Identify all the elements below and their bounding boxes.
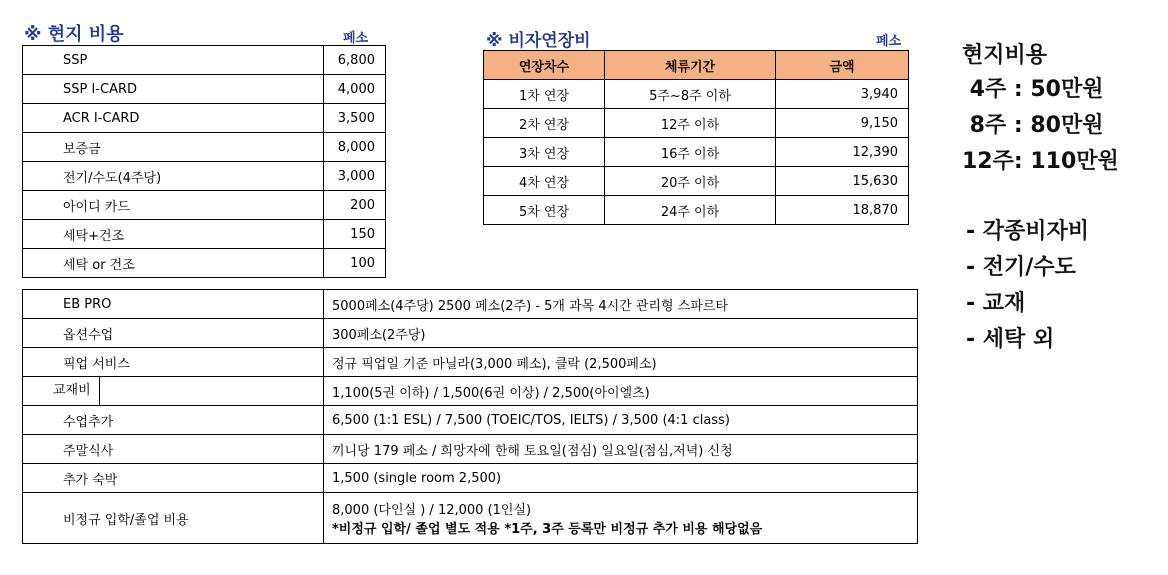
- table-row: [23, 162, 386, 191]
- item-name: 비정규 입학/졸업 비용: [23, 493, 324, 544]
- notes-title: 현지비용: [962, 43, 1048, 68]
- table-header-row: [484, 51, 909, 80]
- amount: 12,390: [776, 138, 909, 167]
- round: 1차 연장: [484, 80, 605, 109]
- item-name: SSP I-CARD: [23, 75, 324, 104]
- amount: 18,870: [776, 196, 909, 225]
- round: 5차 연장: [484, 196, 605, 225]
- item-value: 6,800: [324, 46, 386, 75]
- item-name: SSP: [23, 46, 324, 75]
- table-row: [23, 493, 918, 544]
- item-desc: 5000페소(4주당) 2500 페소(2주) - 5개 과목 4시간 관리형 스파르타: [324, 290, 918, 319]
- amount: 15,630: [776, 167, 909, 196]
- amount: 9,150: [776, 109, 909, 138]
- item-name: 주말식사: [23, 435, 324, 464]
- table-row: [23, 464, 918, 493]
- column-header: 체류기간: [605, 51, 776, 80]
- period: 12주 이하: [605, 109, 776, 138]
- round: 3차 연장: [484, 138, 605, 167]
- table-row: [23, 319, 918, 348]
- column-header: 금액: [776, 51, 909, 80]
- table-row: [23, 406, 918, 435]
- table-row: [484, 167, 909, 196]
- table-row: [23, 46, 386, 75]
- notes-line: 8주 : 80만원: [962, 113, 1104, 138]
- table-row: [23, 377, 918, 406]
- item-desc: 1,100(5권 이하) / 1,500(6권 이상) / 2,500(아이엘츠): [324, 377, 918, 406]
- table-row: [23, 348, 918, 377]
- item-desc: 300페소(2주당): [324, 319, 918, 348]
- item-name: [23, 377, 324, 406]
- item-value: 200: [324, 191, 386, 220]
- item-name: 수업추가: [23, 406, 324, 435]
- local-cost-title: ※ 현지 비용: [24, 24, 124, 45]
- period: 5주~8주 이하: [605, 80, 776, 109]
- item-value: 3,000: [324, 162, 386, 191]
- item-desc: 끼니당 179 페소 / 희망자에 한해 토요일(점심) 일요일(점심,저녁) 신청: [324, 435, 918, 464]
- table-row: [484, 80, 909, 109]
- period: 24주 이하: [605, 196, 776, 225]
- item-name: EB PRO: [23, 290, 324, 319]
- notes-line: 4주 : 50만원: [962, 77, 1104, 102]
- item-value: 150: [324, 220, 386, 249]
- table-row: [23, 104, 386, 133]
- period: 20주 이하: [605, 167, 776, 196]
- visa-unit: 페소: [876, 34, 902, 49]
- item-desc: 6,500 (1:1 ESL) / 7,500 (TOEIC/TOS, IELTS) / 3,500 (4:1 class): [324, 406, 918, 435]
- table-row: [23, 191, 386, 220]
- local-cost-table: [22, 45, 386, 278]
- item-name: 세탁 or 건조: [23, 249, 324, 278]
- table-row: [484, 138, 909, 167]
- visa-table: [483, 50, 909, 225]
- local-cost-unit: 페소: [343, 31, 369, 46]
- round: 4차 연장: [484, 167, 605, 196]
- period: 16주 이하: [605, 138, 776, 167]
- item-desc-line1: 8,000 (다인실 ) / 12,000 (1인실): [332, 503, 532, 518]
- item-name: 옵션수업: [23, 319, 324, 348]
- item-name: 추가 숙박: [23, 464, 324, 493]
- textbook-label: 교재비: [53, 377, 100, 405]
- notes-item: - 세탁 외: [966, 327, 1055, 352]
- amount: 3,940: [776, 80, 909, 109]
- round: 2차 연장: [484, 109, 605, 138]
- item-desc: 1,500 (single room 2,500): [324, 464, 918, 493]
- column-header: 연장차수: [484, 51, 605, 80]
- table-row: [484, 109, 909, 138]
- notes-item: - 전기/수도: [966, 255, 1076, 280]
- table-row: [23, 435, 918, 464]
- table-row: [23, 290, 918, 319]
- additional-cost-table: [22, 289, 918, 544]
- notes-line: 12주: 110만원: [962, 149, 1119, 174]
- table-row: [23, 75, 386, 104]
- item-value: 100: [324, 249, 386, 278]
- table-row: [23, 249, 386, 278]
- item-value: 8,000: [324, 133, 386, 162]
- table-row: [23, 133, 386, 162]
- item-value: 3,500: [324, 104, 386, 133]
- item-desc: 정규 픽업일 기준 마닐라(3,000 페소), 클락 (2,500페소): [324, 348, 918, 377]
- item-name: 세탁+건조: [23, 220, 324, 249]
- item-name: ACR I-CARD: [23, 104, 324, 133]
- visa-title: ※ 비자연장비: [486, 31, 591, 51]
- item-value: 4,000: [324, 75, 386, 104]
- item-name: 아이디 카드: [23, 191, 324, 220]
- item-desc-line2: *비정규 입학/ 졸업 별도 적용 *1주, 3주 등록만 비정규 추가 비용 해당없음: [332, 522, 763, 537]
- table-row: [484, 196, 909, 225]
- item-desc: [324, 493, 918, 544]
- item-name: 보증금: [23, 133, 324, 162]
- item-name: 전기/수도(4주당): [23, 162, 324, 191]
- notes-item: - 각종비자비: [966, 219, 1090, 244]
- item-name: 픽업 서비스: [23, 348, 324, 377]
- notes-item: - 교재: [966, 291, 1026, 316]
- table-row: [23, 220, 386, 249]
